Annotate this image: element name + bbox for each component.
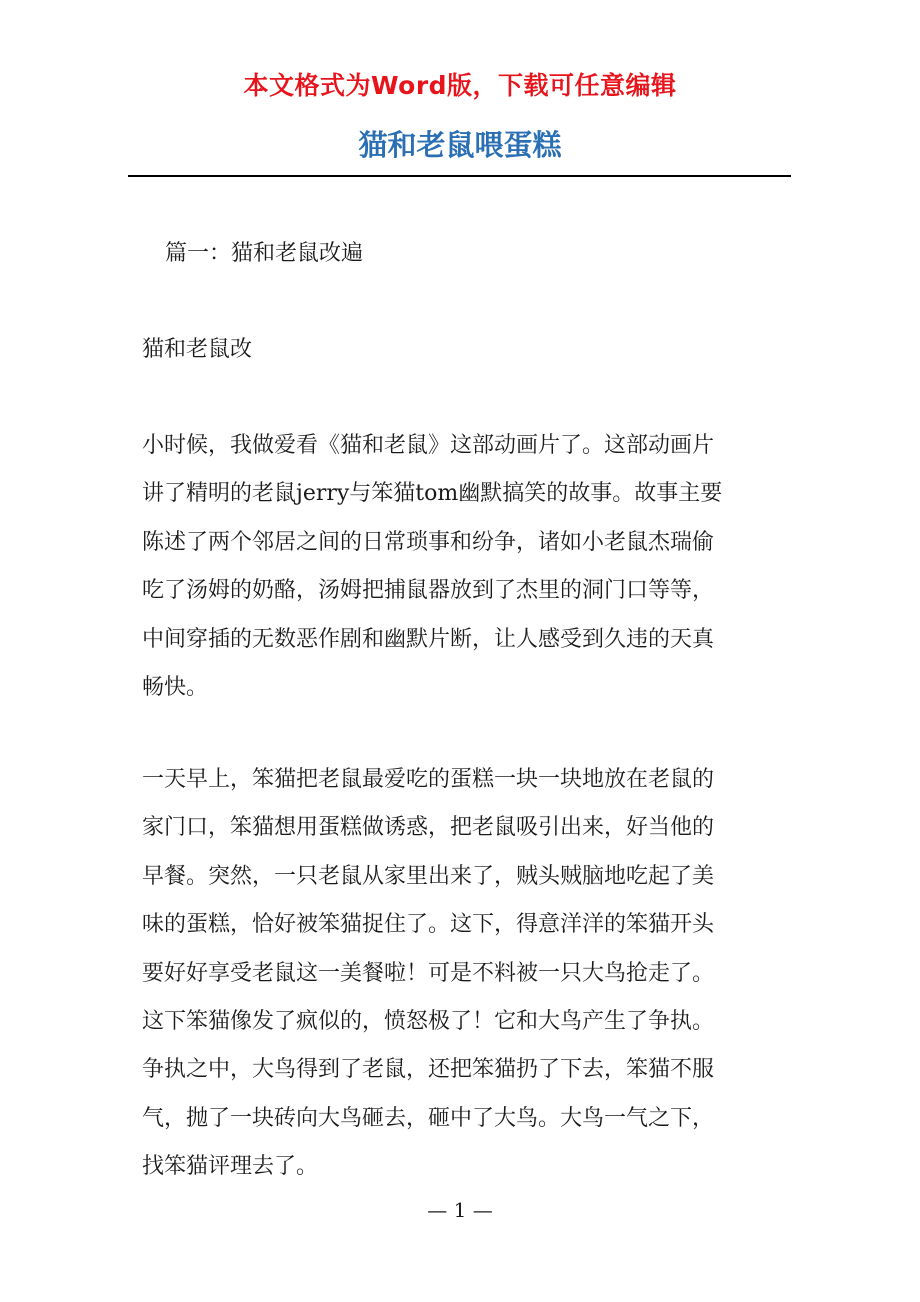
paragraph-line: 早餐。突然，一只老鼠从家里出来了，贼头贼脑地吃起了美 xyxy=(142,863,715,889)
document-title: 猫和老鼠喂蛋糕 xyxy=(358,128,562,162)
paragraph-line: 找笨猫评理去了。 xyxy=(142,1154,319,1180)
paragraph-line: 畅快。 xyxy=(142,675,209,701)
paragraph-line: 陈述了两个邻居之间的日常琐事和纷争，诸如小老鼠杰瑞偷 xyxy=(142,529,715,555)
section-heading: 篇一：猫和老鼠改遍 xyxy=(165,241,364,266)
format-notice: 本文格式为Word版，下载可任意编辑 xyxy=(243,71,677,100)
paragraph-line: 讲了精明的老鼠jerry与笨猫tom幽默搞笑的故事。故事主要 xyxy=(142,481,723,507)
sub-heading: 猫和老鼠改 xyxy=(142,337,253,362)
paragraph-line: 家门口，笨猫想用蛋糕做诱惑，把老鼠吸引出来，好当他的 xyxy=(142,815,715,841)
paragraph-line: 一天早上，笨猫把老鼠最爱吃的蛋糕一块一块地放在老鼠的 xyxy=(142,767,715,792)
title-divider xyxy=(128,175,791,177)
paragraph-line: 这下笨猫像发了疯似的，愤怒极了！它和大鸟产生了争执。 xyxy=(142,1009,715,1035)
paragraph-line: 小时候，我做爱看《猫和老鼠》这部动画片了。这部动画片 xyxy=(142,433,715,458)
paragraph-line: 争执之中，大鸟得到了老鼠，还把笨猫扔了下去，笨猫不服 xyxy=(142,1057,715,1083)
page-number: — 1 — xyxy=(427,1198,493,1222)
paragraph-line: 气，抛了一块砖向大鸟砸去，砸中了大鸟。大鸟一气之下， xyxy=(142,1105,715,1131)
paragraph-2 xyxy=(142,756,714,1192)
paragraph-line: 味的蛋糕，恰好被笨猫捉住了。这下，得意洋洋的笨猫开头 xyxy=(142,912,715,938)
paragraph-1 xyxy=(142,422,722,712)
paragraph-line: 要好好享受老鼠这一美餐啦！可是不料被一只大鸟抢走了。 xyxy=(142,960,715,986)
paragraph-line: 吃了汤姆的奶酪，汤姆把捕鼠器放到了杰里的洞门口等等， xyxy=(142,578,715,604)
paragraph-line: 中间穿插的无数恶作剧和幽默片断，让人感受到久违的天真 xyxy=(142,626,715,652)
